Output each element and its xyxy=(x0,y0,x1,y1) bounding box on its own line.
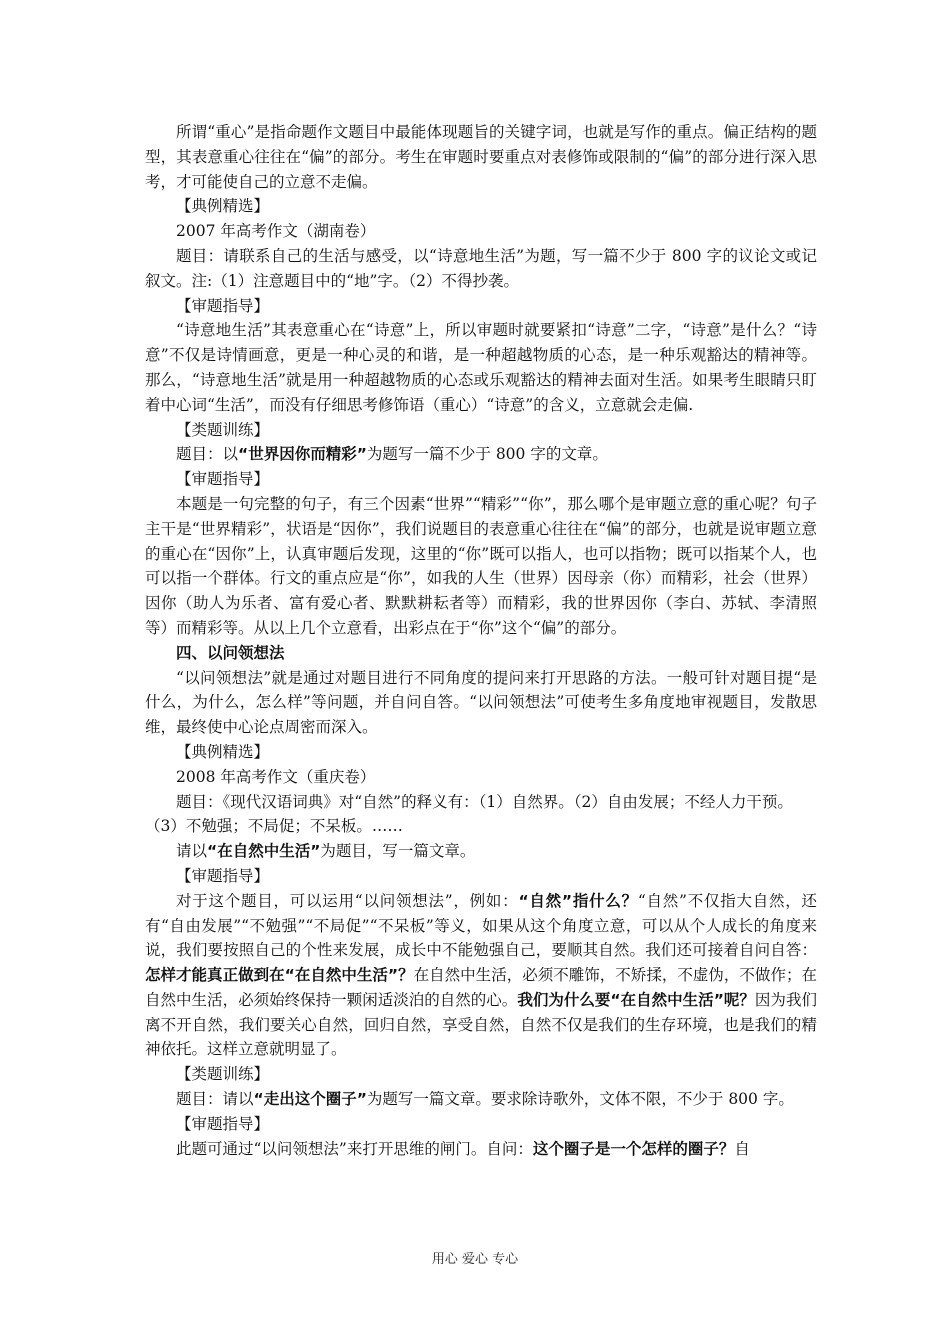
bold-text: “世界因你而精彩” xyxy=(238,445,367,464)
text-run: 为题写一篇文章。要求除诗歌外，文体不限，不少于 800 字。 xyxy=(366,1090,794,1109)
text-run: 【类题训练】 xyxy=(176,420,270,439)
section-label xyxy=(145,1112,817,1137)
text-run: 此题可通过“以问领想法”来打开思维的闸门。自问： xyxy=(176,1139,533,1158)
paragraph xyxy=(145,666,817,740)
section-label xyxy=(145,194,817,219)
text-run: “诗意地生活”其表意重心在“诗意”上，所以审题时就要紧扣“诗意”二字，“诗意”是什么？“诗意”不仅是诗情画意，更是一种心灵的和谐，是一种超越物质的心态，是一种乐观豁达的精神等。那么，“诗意地生活”就是用一种超越物质的心态或乐观豁达的精神去面对生活。如果考生眼睛只盯着中心词“生活”，而没有仔细思考修饰语（重心）“诗意”的含义，立意就会走偏. xyxy=(145,321,817,414)
text-run: 题目：请联系自己的生活与感受，以“诗意地生活”为题，写一篇不少于 800 字的议论文或记叙文。注:（1）注意题目中的“地”字。（2）不得抄袭。 xyxy=(145,246,817,290)
section-label xyxy=(145,864,817,889)
text-run: 【审题指导】 xyxy=(176,470,270,489)
paragraph xyxy=(145,1137,817,1162)
bold-text: 我们为什么要“在自然中生活”呢？ xyxy=(517,990,755,1009)
text-run: “以问领想法”就是通过对题目进行不同角度的提问来打开思路的方法。一般可针对题目提“是什么，为什么，怎么样”等问题，并自问自答。“以问领想法”可使考生多角度地审视题目，发散思维，最终使中心论点周密而深入。 xyxy=(145,668,817,737)
section-label xyxy=(145,418,817,443)
section-label xyxy=(145,1062,817,1087)
paragraph xyxy=(145,889,817,1063)
text-run: 题目：请以 xyxy=(176,1090,254,1109)
page-footer: 用心 爱心 专心 xyxy=(431,1252,519,1267)
bold-text: 这个圈子是一个怎样的圈子？ xyxy=(532,1139,735,1158)
article-body xyxy=(145,120,817,1161)
bold-text: “在自然中生活” xyxy=(207,842,321,861)
text-run: 请以 xyxy=(176,842,208,861)
text-run: 因为我们离不开自然，我们要关心自然，回归自然，享受自然，自然不仅是我们的生存环境，也是我们的精神依托。这样立意就明显了。 xyxy=(145,990,817,1059)
text-run: “自然”不仅指大自然，还有“自由发展”“不勉强”“不局促”“不呆板”等义，如果从这个角度立意，可以从个人成长的角度来说，我们要按照自己的个性来发展，成长中不能勉强自己，要顺其自然。我们还可接着自问自答： xyxy=(145,891,817,960)
bold-text: 怎样才能真正做到在“在自然中生活”？ xyxy=(145,966,414,985)
text-run: 【典例精选】 xyxy=(176,742,270,761)
paragraph xyxy=(145,442,817,467)
paragraph xyxy=(145,120,817,194)
text-run: 四、以问领想法 xyxy=(176,643,285,662)
paragraph xyxy=(145,790,817,815)
section-label xyxy=(145,740,817,765)
paragraph xyxy=(145,244,817,294)
text-run: 题目：《现代汉语词典》对“自然”的释义有：（1）自然界。（2）自由发展；不经人力干预。 xyxy=(176,792,793,811)
bold-text: “走出这个圈子” xyxy=(253,1090,367,1109)
text-run: 2007 年高考作文（湖南卷） xyxy=(176,222,376,241)
paragraph xyxy=(145,318,817,417)
text-run: 本题是一句完整的句子，有三个因素“世界”“精彩”“你”，那么哪个是审题立意的重心呢？句子主干是“世界精彩”，状语是“因你”，我们说题目的表意重心往往在“偏”的部分，也就是说审题立意的重心在“因你”上，认真审题后发现，这里的“你”既可以指人，也可以指物；既可以指某个人，也可以指一个群体。行文的重点应是“你”，如我的人生（世界）因母亲（你）而精彩，社会（世界）因你（助人为乐者、富有爱心者、默默耕耘者等）而精彩，我的世界因你（李白、苏轼、李清照等）而精彩等。从以上几个立意看，出彩点在于“你”这个“偏”的部分。 xyxy=(145,494,817,637)
paragraph xyxy=(145,1087,817,1112)
text-run: （3）不勉强；不局促；不呆板。…… xyxy=(145,817,403,836)
text-run: 【类题训练】 xyxy=(176,1065,270,1084)
text-run: 为题目，写一篇文章。 xyxy=(320,842,476,861)
text-run: 题目：以 xyxy=(176,445,239,464)
text-run: 所谓“重心”是指命题作文题目中最能体现题旨的关键字词，也就是写作的重点。偏正结构的题型，其表意重心往往在“偏”的部分。考生在审题时要重点对表修饰或限制的“偏”的部分进行深入思考，才可能使自己的立意不走偏。 xyxy=(145,123,817,191)
text-run: 【审题指导】 xyxy=(176,1114,270,1133)
text-run: 为题写一篇不少于 800 字的文章。 xyxy=(366,445,608,464)
text-run: 2008 年高考作文（重庆卷） xyxy=(176,767,376,786)
paragraph xyxy=(145,814,817,839)
text-run: 在自然中生活，必须不雕饰，不矫揉，不虚伪，不做作；在自然中生活，必须始终保持一颗闲适淡泊的自然的心。 xyxy=(145,966,817,1009)
bold-text: “自然”指什么？ xyxy=(518,891,638,910)
paragraph xyxy=(145,765,817,790)
paragraph xyxy=(145,219,817,244)
paragraph xyxy=(145,839,817,864)
section-label xyxy=(145,467,817,492)
text-run: 对于这个题目，可以运用“以问领想法”，例如： xyxy=(176,891,519,910)
paragraph xyxy=(145,492,817,641)
section-label xyxy=(145,294,817,319)
text-run: 自 xyxy=(734,1139,750,1158)
text-run: 【审题指导】 xyxy=(176,296,270,315)
text-run: 【审题指导】 xyxy=(176,866,270,885)
text-run: 【典例精选】 xyxy=(176,197,270,216)
section-heading xyxy=(145,641,817,666)
